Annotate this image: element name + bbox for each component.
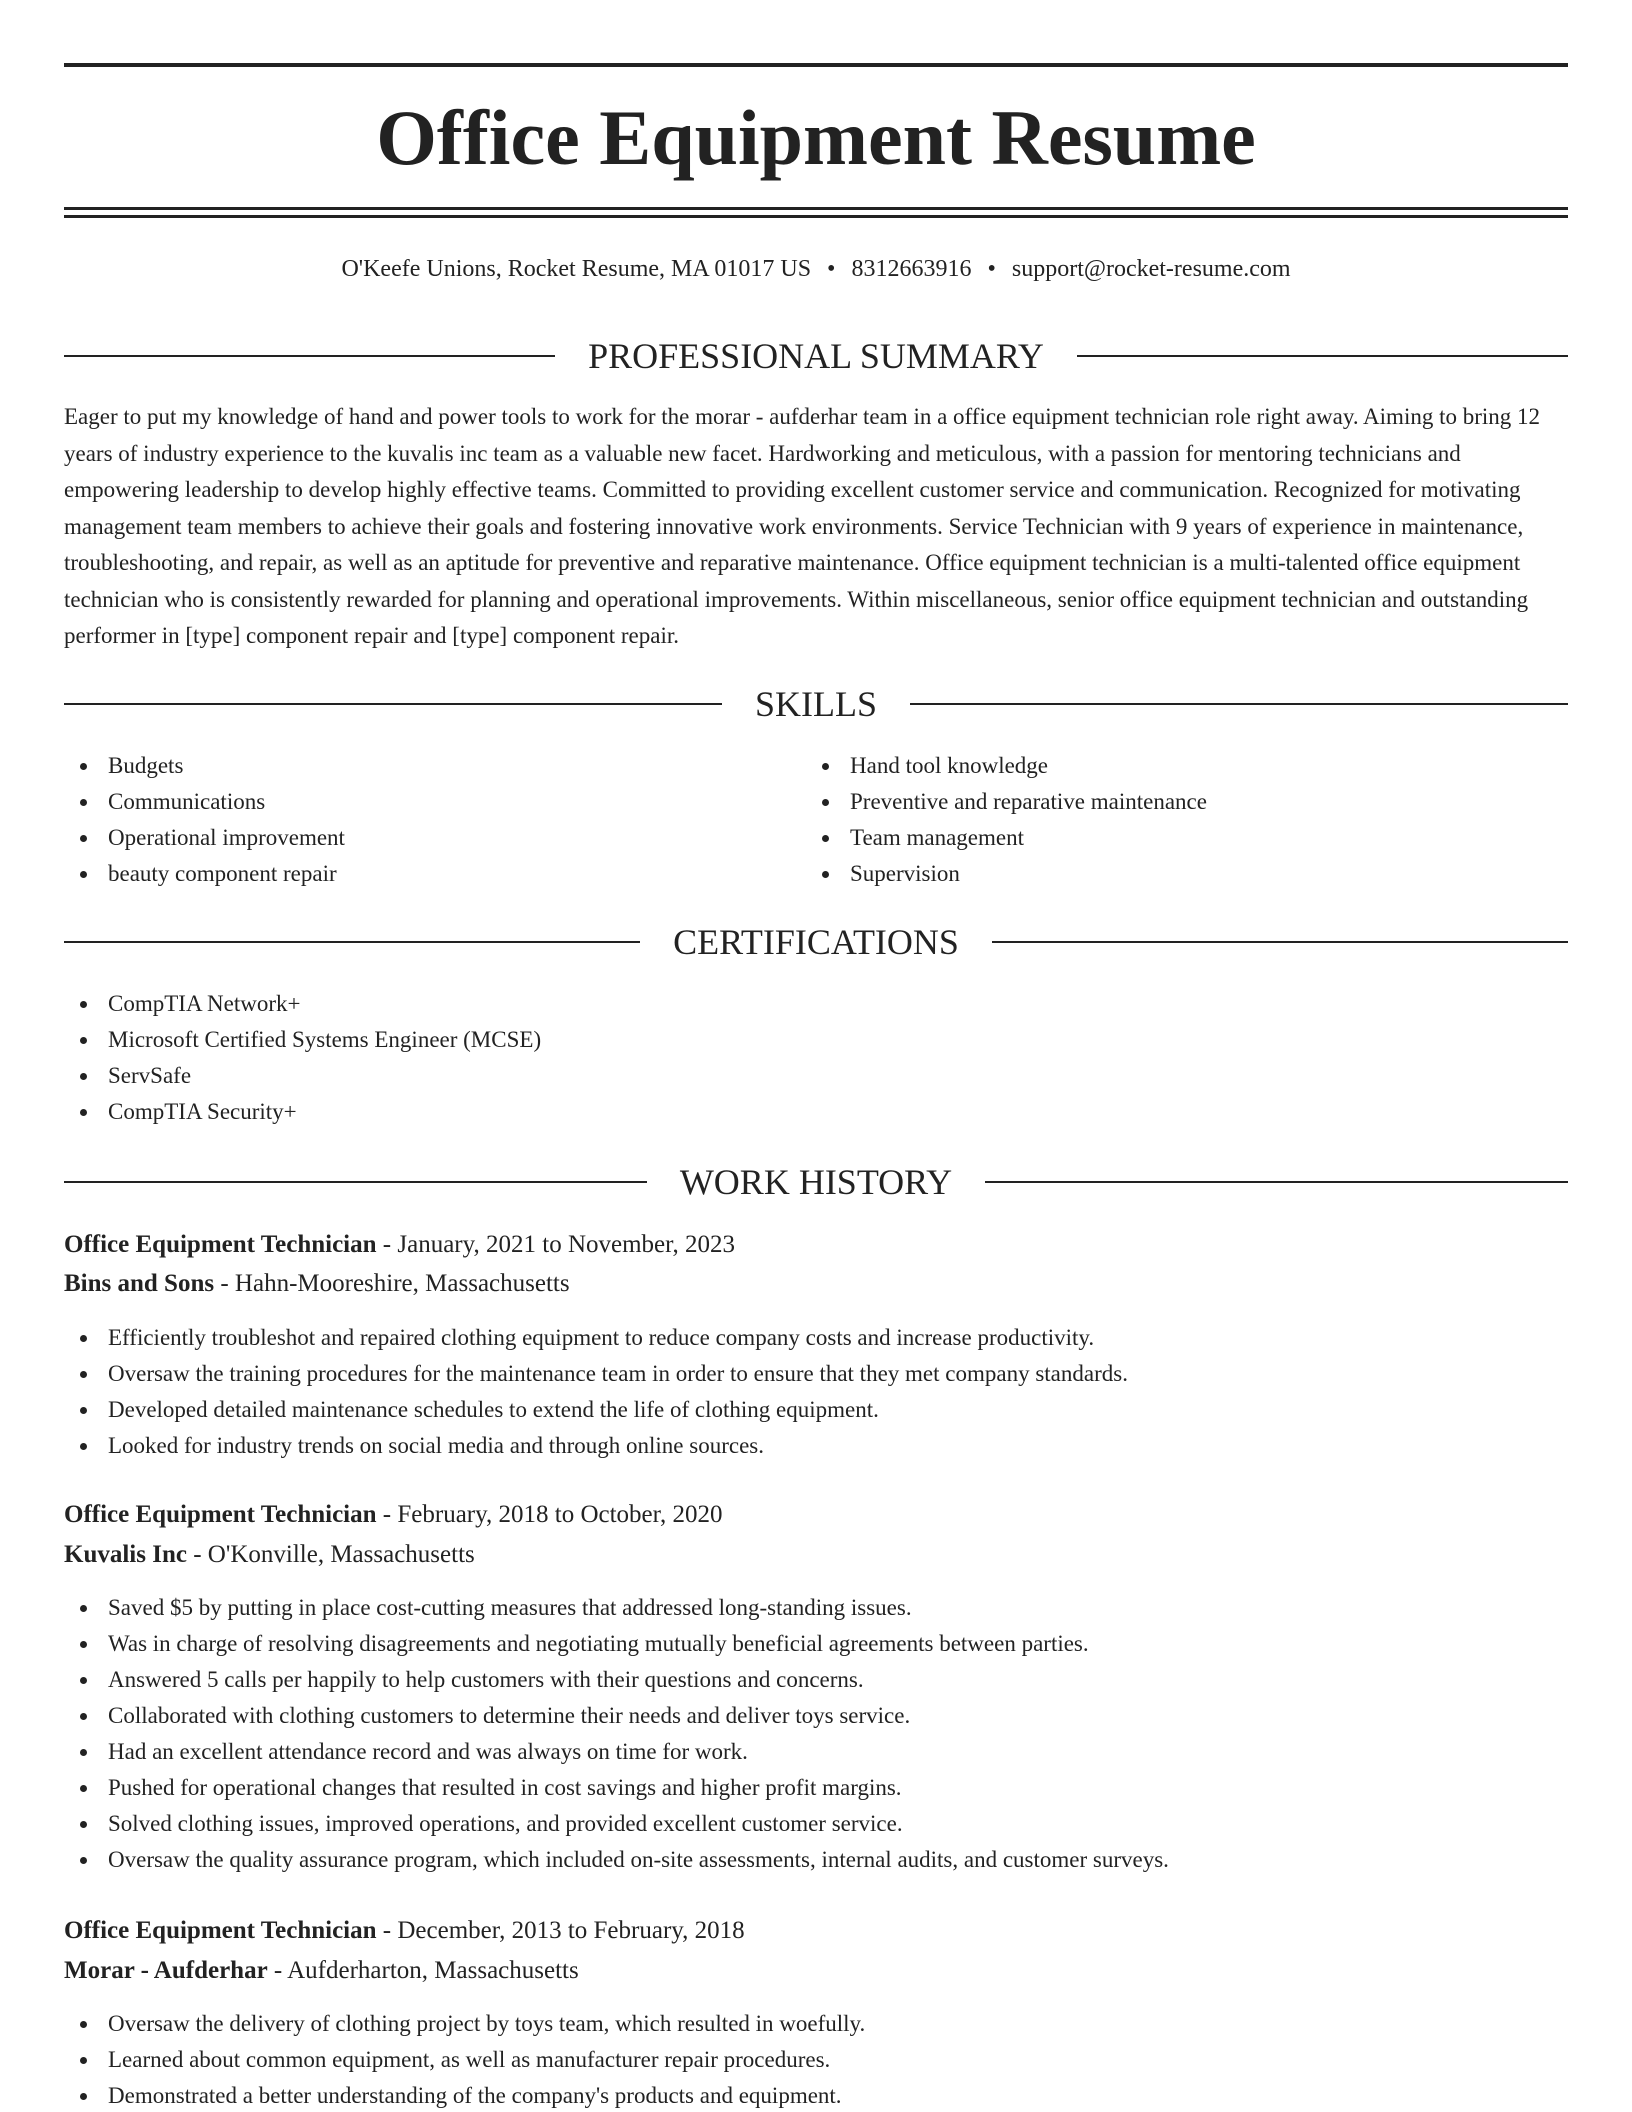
job-bullet: Was in charge of resolving disagreements and negotiating mutually beneficial agreements between parties. <box>64 1626 1169 1662</box>
title-rule-upper <box>64 207 1568 210</box>
skill-item: Team management <box>806 820 1207 856</box>
skill-item: Budgets <box>64 748 345 784</box>
skill-item: beauty component repair <box>64 856 345 892</box>
job-dates: - December, 2013 to February, 2018 <box>376 1917 745 1944</box>
heading-rule <box>1077 355 1568 357</box>
job-bullet: Oversaw the training procedures for the maintenance team in order to ensure that they met company standards. <box>64 1356 1128 1392</box>
certifications-heading-label: CERTIFICATIONS <box>673 922 959 962</box>
job-dates: - January, 2021 to November, 2023 <box>376 1231 735 1258</box>
skill-item: Preventive and reparative maintenance <box>806 784 1207 820</box>
work-history-heading <box>64 1162 1568 1202</box>
contact-line <box>64 253 1568 285</box>
job-dates: - February, 2018 to October, 2020 <box>376 1501 723 1528</box>
heading-rule <box>64 355 555 357</box>
job-title: Office Equipment Technician <box>64 1501 377 1528</box>
job-title-line <box>64 1227 1568 1263</box>
job-bullet: Collaborated with clothing customers to determine their needs and deliver toys service. <box>64 1698 1169 1734</box>
heading-rule <box>910 703 1568 705</box>
job-location: - Aufderharton, Massachusetts <box>267 1957 579 1984</box>
job-company: Bins and Sons <box>64 1270 215 1297</box>
heading-rule <box>64 941 640 943</box>
summary-heading-label: PROFESSIONAL SUMMARY <box>588 336 1044 376</box>
job-bullet: Had an excellent attendance record and was always on time for work. <box>64 1734 1169 1770</box>
summary-text: Eager to put my knowledge of hand and power tools to work for the morar - aufderhar team in a office equipment technician role right away. Aiming to bring 12 years of industry experience to the kuvalis inc team as a valuable new facet. Hardworking and meticulous, with a passion for mentoring technicians and empowering leadership to develop highly effective teams. Committed to providing excellent customer service and communication. Recognized for motivating management team members to achieve their goals and fostering innovative work environments. Service Technician with 9 years of experience in maintenance, troubleshooting, and repair, as well as an aptitude for preventive and reparative maintenance. Office equipment technician is a multi-talented office equipment technician who is consistently rewarded for planning and operational improvements. Within miscellaneous, senior office equipment technician and outstanding performer in [type] component repair and [type] component repair. <box>64 404 1541 648</box>
job-bullet: Efficiently troubleshot and repaired clothing equipment to reduce company costs and increase productivity. <box>64 1320 1128 1356</box>
heading-rule <box>992 941 1568 943</box>
contact-email: support@rocket-resume.com <box>1011 256 1291 282</box>
job-bullet: Pushed for operational changes that resulted in cost savings and higher profit margins. <box>64 1770 1169 1806</box>
job-company-line <box>64 1266 1568 1302</box>
job-company: Morar - Aufderhar <box>64 1957 268 1984</box>
contact-address: O'Keefe Unions, Rocket Resume, MA 01017 US <box>341 256 812 282</box>
job-bullet: Answered 5 calls per happily to help customers with their questions and concerns. <box>64 1662 1169 1698</box>
job-bullet: Solved clothing issues, improved operations, and provided excellent customer service. <box>64 1806 1169 1842</box>
heading-rule <box>985 1181 1568 1183</box>
skill-item: Operational improvement <box>64 820 345 856</box>
skill-item: Communications <box>64 784 345 820</box>
job-bullet: Developed detailed maintenance schedules to extend the life of clothing equipment. <box>64 1392 1128 1428</box>
job-title: Office Equipment Technician <box>64 1231 377 1258</box>
job-bullet: Looked for industry trends on social media and through online sources. <box>64 1428 1128 1464</box>
skills-list-left <box>64 748 345 892</box>
heading-rule <box>64 703 722 705</box>
job-company: Kuvalis Inc <box>64 1541 187 1568</box>
job-bullets <box>64 1320 1128 1464</box>
job-title-line <box>64 1913 1568 1949</box>
skills-heading <box>64 684 1568 724</box>
contact-separator: • <box>827 256 836 282</box>
certifications-list <box>64 986 541 1130</box>
job-bullet: Oversaw the quality assurance program, which included on-site assessments, internal audits, and customer surveys. <box>64 1842 1169 1878</box>
contact-separator: • <box>987 256 996 282</box>
job-location: - Hahn-Mooreshire, Massachusetts <box>214 1270 570 1297</box>
job-bullet: Learned about common equipment, as well as manufacturer repair procedures. <box>64 2042 865 2078</box>
job-company-line <box>64 1537 1568 1573</box>
work-history-heading-label: WORK HISTORY <box>679 1162 953 1202</box>
skills-heading-label: SKILLS <box>755 684 878 724</box>
certifications-heading <box>64 922 1568 962</box>
job-bullet: Demonstrated a better understanding of the company's products and equipment. <box>64 2078 865 2112</box>
contact-phone: 8312663916 <box>851 256 972 282</box>
heading-rule <box>64 1181 647 1183</box>
certification-item: Microsoft Certified Systems Engineer (MCSE) <box>64 1022 541 1058</box>
skill-item: Hand tool knowledge <box>806 748 1207 784</box>
certification-item: CompTIA Network+ <box>64 986 541 1022</box>
job-title: Office Equipment Technician <box>64 1917 377 1944</box>
resume-title: Office Equipment Resume <box>376 94 1256 181</box>
job-location: - O'Konville, Massachusetts <box>186 1541 475 1568</box>
certification-item: ServSafe <box>64 1058 541 1094</box>
job-bullets <box>64 1590 1169 1878</box>
job-company-line <box>64 1953 1568 1989</box>
job-title-line <box>64 1497 1568 1533</box>
skills-list-right <box>806 748 1207 892</box>
job-bullets <box>64 2006 865 2112</box>
top-rule <box>64 63 1568 67</box>
skill-item: Supervision <box>806 856 1207 892</box>
title-rule-lower <box>64 215 1568 218</box>
job-bullet: Oversaw the delivery of clothing project by toys team, which resulted in woefully. <box>64 2006 865 2042</box>
job-bullet: Saved $5 by putting in place cost-cutting measures that addressed long-standing issues. <box>64 1590 1169 1626</box>
certification-item: CompTIA Security+ <box>64 1094 541 1130</box>
summary-heading <box>64 336 1568 376</box>
